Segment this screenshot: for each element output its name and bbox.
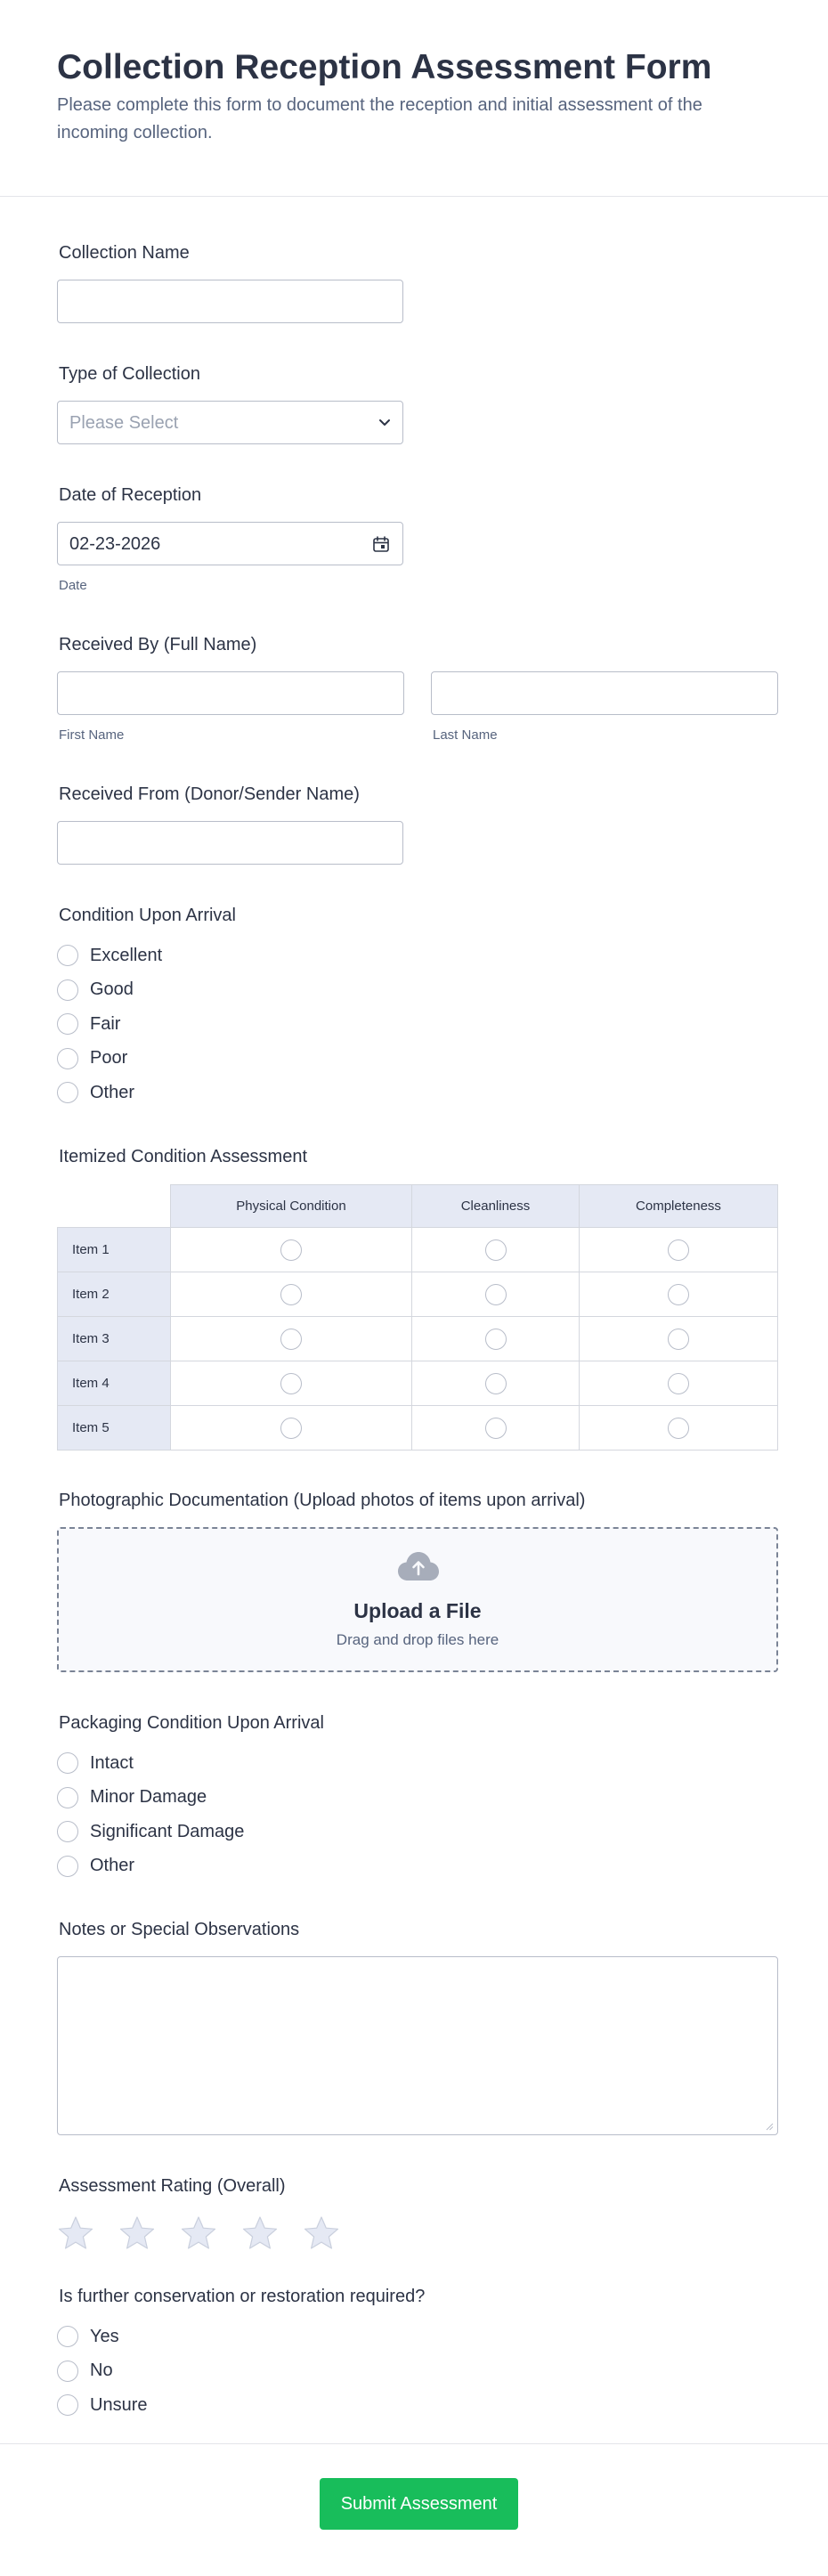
photos-field [57, 1490, 778, 1672]
rating-field [57, 2175, 778, 2252]
packaging-label: Packaging Condition Upon Arrival [59, 1713, 324, 1733]
packaging-option-label: Significant Damage [90, 1821, 245, 1841]
radio-circle[interactable] [57, 1821, 78, 1842]
upload-subtitle: Drag and drop files here [336, 1631, 499, 1648]
reception-date-value: 02-23-2026 [69, 534, 161, 554]
condition-option[interactable] [57, 973, 778, 1008]
radio-circle[interactable] [57, 1082, 78, 1103]
matrix-radio[interactable] [485, 1284, 507, 1305]
condition-option[interactable] [57, 1042, 778, 1077]
photos-label: Photographic Documentation (Upload photos of items upon arrival) [59, 1491, 586, 1510]
matrix-cell[interactable] [580, 1272, 778, 1317]
matrix-header-row [57, 1184, 778, 1228]
condition-label: Condition Upon Arrival [59, 906, 236, 925]
matrix-radio[interactable] [280, 1284, 302, 1305]
radio-circle[interactable] [57, 1856, 78, 1877]
conservation-option[interactable] [57, 2320, 778, 2354]
matrix-cell[interactable] [580, 1406, 778, 1451]
matrix-cell[interactable] [580, 1361, 778, 1406]
collection-name-field [57, 242, 778, 323]
radio-circle[interactable] [57, 1752, 78, 1774]
matrix-cell[interactable] [412, 1406, 580, 1451]
upload-title: Upload a File [353, 1599, 482, 1622]
chevron-down-icon [377, 417, 392, 429]
resize-grip-icon[interactable] [765, 2122, 774, 2131]
matrix-radio[interactable] [668, 1329, 689, 1350]
radio-circle[interactable] [57, 1787, 78, 1808]
received-by-name-row [57, 671, 778, 743]
matrix-row [57, 1406, 778, 1451]
reception-date-input[interactable] [57, 522, 403, 565]
matrix-radio[interactable] [668, 1418, 689, 1439]
matrix-cell[interactable] [412, 1361, 580, 1406]
condition-option-label: Good [90, 979, 134, 1000]
matrix-radio[interactable] [485, 1239, 507, 1261]
itemized-field [57, 1146, 778, 1451]
first-name-sublabel: First Name [59, 727, 125, 743]
packaging-option[interactable] [57, 1849, 778, 1884]
submit-button[interactable]: Submit Assessment [320, 2478, 518, 2530]
star-icon[interactable] [180, 2214, 217, 2252]
radio-circle[interactable] [57, 945, 78, 966]
collection-type-label: Type of Collection [59, 364, 200, 384]
matrix-row-header: Item 3 [57, 1317, 171, 1361]
radio-circle[interactable] [57, 2326, 78, 2347]
matrix-column-header: Physical Condition [171, 1184, 412, 1228]
conservation-options [57, 2320, 778, 2423]
radio-circle[interactable] [57, 1013, 78, 1035]
calendar-icon[interactable] [372, 535, 390, 553]
first-name-col [57, 671, 404, 743]
last-name-col [431, 671, 778, 743]
star-rating [57, 2214, 778, 2252]
collection-type-select[interactable] [57, 401, 403, 444]
star-icon[interactable] [57, 2214, 94, 2252]
received-by-label: Received By (Full Name) [59, 635, 257, 654]
received-from-label: Received From (Donor/Sender Name) [59, 784, 360, 804]
star-icon[interactable] [303, 2214, 340, 2252]
reception-date-label: Date of Reception [59, 485, 202, 505]
notes-field [57, 1919, 778, 2135]
matrix-row [57, 1272, 778, 1317]
radio-circle[interactable] [57, 2394, 78, 2416]
matrix-row-header: Item 5 [57, 1406, 171, 1451]
matrix-radio[interactable] [280, 1239, 302, 1261]
packaging-option[interactable] [57, 1781, 778, 1816]
form-footer [0, 2443, 828, 2576]
matrix-cell[interactable] [171, 1317, 412, 1361]
matrix-cell[interactable] [580, 1317, 778, 1361]
notes-textarea[interactable] [57, 1956, 778, 2135]
conservation-option-label: Yes [90, 2326, 119, 2346]
packaging-option-label: Minor Damage [90, 1787, 207, 1808]
matrix-radio[interactable] [280, 1373, 302, 1394]
matrix-corner [57, 1184, 171, 1228]
conservation-option-label: No [90, 2361, 113, 2381]
matrix-cell[interactable] [412, 1228, 580, 1272]
matrix-radio[interactable] [280, 1329, 302, 1350]
itemized-label: Itemized Condition Assessment [59, 1147, 308, 1166]
conservation-option-label: Unsure [90, 2394, 148, 2415]
conservation-field [57, 2286, 778, 2423]
matrix-radio[interactable] [485, 1373, 507, 1394]
radio-circle[interactable] [57, 1048, 78, 1069]
collection-name-input[interactable] [57, 280, 403, 323]
itemized-matrix [57, 1184, 778, 1451]
rating-label: Assessment Rating (Overall) [59, 2176, 286, 2196]
condition-options [57, 939, 778, 1110]
matrix-radio[interactable] [485, 1418, 507, 1439]
matrix-row [57, 1361, 778, 1406]
last-name-sublabel: Last Name [433, 727, 498, 743]
matrix-radio[interactable] [485, 1329, 507, 1350]
received-from-field [57, 784, 778, 865]
form-title: Collection Reception Assessment Form [57, 48, 712, 86]
radio-circle[interactable] [57, 2361, 78, 2382]
matrix-radio[interactable] [668, 1239, 689, 1261]
matrix-cell[interactable] [171, 1272, 412, 1317]
condition-option-label: Excellent [90, 945, 163, 965]
conservation-option[interactable] [57, 2354, 778, 2389]
matrix-row-header: Item 4 [57, 1361, 171, 1406]
first-name-input[interactable] [57, 671, 404, 715]
collection-type-field [57, 363, 778, 444]
matrix-row-header: Item 1 [57, 1228, 171, 1272]
matrix-cell[interactable] [412, 1272, 580, 1317]
packaging-option-label: Intact [90, 1752, 134, 1773]
packaging-option[interactable] [57, 1815, 778, 1849]
received-by-field [57, 634, 778, 743]
packaging-option[interactable] [57, 1746, 778, 1781]
matrix-cell[interactable] [171, 1228, 412, 1272]
condition-field [57, 905, 778, 1110]
matrix-row [57, 1228, 778, 1272]
form-description: Please complete this form to document the reception and initial assessment of the incoming collection. [57, 95, 702, 142]
reception-date-sublabel: Date [59, 578, 87, 593]
reception-date-field [57, 484, 778, 593]
star-icon[interactable] [241, 2214, 279, 2252]
collection-name-label: Collection Name [59, 243, 190, 263]
condition-option[interactable] [57, 1076, 778, 1110]
radio-circle[interactable] [57, 979, 78, 1001]
star-icon[interactable] [118, 2214, 156, 2252]
matrix-row [57, 1317, 778, 1361]
notes-label: Notes or Special Observations [59, 1920, 300, 1939]
condition-option[interactable] [57, 1007, 778, 1042]
last-name-input[interactable] [431, 671, 778, 715]
packaging-option-label: Other [90, 1856, 135, 1876]
matrix-radio[interactable] [280, 1418, 302, 1439]
matrix-radio[interactable] [668, 1284, 689, 1305]
condition-option[interactable] [57, 939, 778, 973]
matrix-column-header: Completeness [580, 1184, 778, 1228]
condition-option-label: Fair [90, 1013, 121, 1034]
form-header [0, 0, 828, 197]
matrix-cell[interactable] [580, 1228, 778, 1272]
matrix-cell[interactable] [171, 1361, 412, 1406]
packaging-field [57, 1712, 778, 1883]
collection-type-placeholder: Please Select [69, 413, 179, 433]
matrix-column-header: Cleanliness [412, 1184, 580, 1228]
conservation-label: Is further conservation or restoration required? [59, 2287, 426, 2306]
condition-option-label: Poor [90, 1048, 128, 1069]
file-upload-dropzone[interactable] [57, 1527, 778, 1672]
conservation-option[interactable] [57, 2388, 778, 2423]
packaging-options [57, 1746, 778, 1883]
matrix-radio[interactable] [668, 1373, 689, 1394]
matrix-cell[interactable] [171, 1406, 412, 1451]
received-from-input[interactable] [57, 821, 403, 865]
matrix-row-header: Item 2 [57, 1272, 171, 1317]
matrix-cell[interactable] [412, 1317, 580, 1361]
upload-cloud-icon [397, 1550, 440, 1582]
condition-option-label: Other [90, 1082, 135, 1102]
